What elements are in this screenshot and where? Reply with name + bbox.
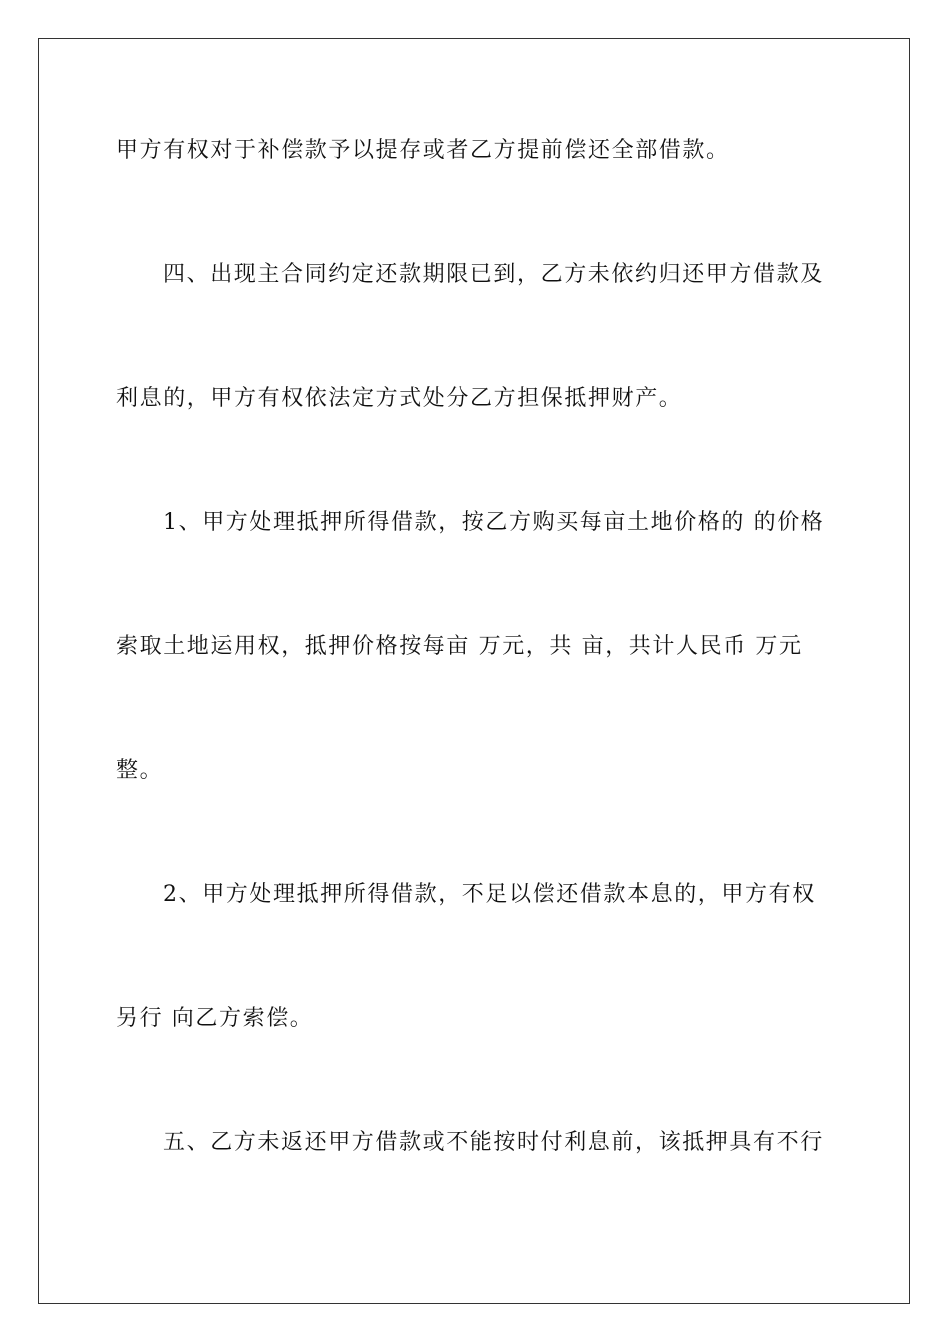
text-line-5: 索取土地运用权，抵押价格按每亩 万元，共 亩，共计人民币 万元	[116, 634, 803, 659]
text-line-1: 甲方有权对于补偿款予以提存或者乙方提前偿还全部借款。	[116, 138, 730, 163]
text-line-3: 利息的，甲方有权依法定方式处分乙方担保抵押财产。	[116, 386, 683, 411]
text-line-7: 2、甲方处理抵押所得借款，不足以偿还借款本息的，甲方有权	[163, 882, 816, 907]
page-border	[38, 38, 910, 1304]
text-line-2: 四、出现主合同约定还款期限已到，乙方未依约归还甲方借款及	[163, 262, 824, 287]
text-line-9: 五、乙方未返还甲方借款或不能按时付利息前，该抵押具有不行	[163, 1130, 824, 1155]
text-line-6: 整。	[116, 758, 164, 783]
text-line-8: 另行 向乙方索偿。	[116, 1006, 314, 1031]
text-line-4: 1、甲方处理抵押所得借款，按乙方购买每亩土地价格的 的价格	[163, 510, 825, 535]
